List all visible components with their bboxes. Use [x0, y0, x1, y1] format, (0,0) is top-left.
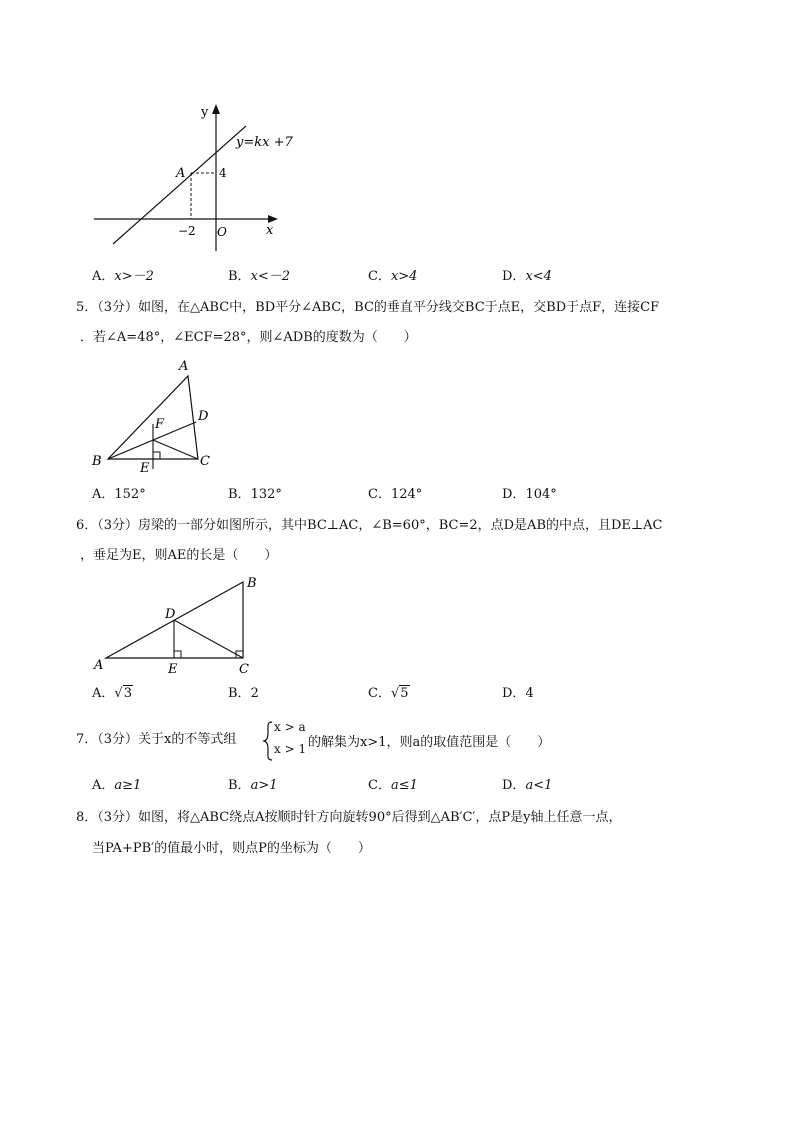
q5-option-b[interactable]: B．132° [228, 487, 282, 502]
q5-option-a[interactable]: A．152° [92, 487, 146, 502]
sqrt-symbol: √3 [114, 686, 132, 701]
q4-label-line: y=kx +7 [236, 135, 293, 150]
q5-segment-bd [108, 422, 196, 459]
q6-option-c[interactable]: C．√5 [368, 686, 409, 701]
q4-label-x: x [266, 223, 274, 238]
q5-right-angle-mark [153, 452, 160, 459]
q6-label-e: E [168, 662, 178, 677]
q4-y-axis-arrow [212, 104, 220, 114]
q7-system-top: x > a [274, 720, 306, 734]
q5-label-a: A [179, 359, 189, 374]
q4-x-axis-arrow [268, 215, 278, 223]
q4-label-y: y [201, 105, 209, 120]
q7-option-c[interactable]: C．a≤1 [368, 778, 418, 793]
q4-label-a: A [176, 166, 186, 181]
q5-option-c[interactable]: C．124° [368, 487, 423, 502]
q7-option-d[interactable]: D．a<1 [502, 778, 553, 793]
q4-option-a[interactable]: A．x>－2 [92, 269, 154, 284]
q7-stem-prefix: 7．（3分）关于x的不等式组 [76, 732, 237, 747]
q6-stem-line2: ，垂足为E，则AE的长是（ ） [80, 548, 278, 563]
q6-segment-dc [174, 620, 243, 658]
q6-beam-figure [88, 572, 268, 678]
q6-option-d[interactable]: D．4 [502, 686, 534, 701]
q5-label-d: D [198, 409, 209, 424]
q7-stem-suffix: 的解集为x>1，则a的取值范围是（ ） [308, 735, 551, 750]
q6-right-angle-e [174, 651, 181, 658]
q4-label-o: O [217, 225, 227, 239]
q6-stem-line1: 6．（3分）房梁的一部分如图所示，其中BC⊥AC，∠B=60°，BC=2，点D是AB的中点，且DE⊥AC [76, 518, 663, 533]
q5-triangle-figure [88, 354, 228, 478]
q4-option-c[interactable]: C．x>4 [368, 269, 418, 284]
q6-label-b: B [247, 576, 257, 591]
q5-label-f: F [155, 417, 165, 432]
q7-option-a[interactable]: A．a≥1 [92, 778, 142, 793]
q8-stem-line2: 当PA+PB′的值最小时，则点P的坐标为（ ） [92, 841, 371, 856]
q5-label-e: E [140, 461, 150, 476]
q5-stem-line1: 5．（3分）如图，在△ABC中，BD平分∠ABC，BC的垂直平分线交BC于点E，交BD于点F，连接CF [76, 300, 660, 315]
q4-option-b[interactable]: B．x<－2 [228, 269, 291, 284]
q5-stem-line2: ．若∠A=48°，∠ECF=28°，则∠ADB的度数为（ ） [80, 330, 417, 345]
q6-option-b[interactable]: B．2 [228, 686, 259, 701]
q4-label-4: 4 [219, 166, 227, 180]
q8-stem-line1: 8．（3分）如图，将△ABC绕点A按顺时针方向旋转90°后得到△AB′C′，点P是y轴上任意一点， [76, 810, 622, 825]
q7-brace-icon [262, 720, 274, 762]
q4-label-neg2: −2 [178, 224, 196, 238]
q6-label-a: A [94, 658, 104, 673]
q6-label-d: D [165, 607, 176, 622]
q7-system-bottom: x > 1 [274, 742, 307, 756]
q5-label-c: C [200, 454, 210, 469]
q6-label-c: C [239, 662, 249, 677]
q5-label-b: B [92, 454, 102, 469]
q5-option-d[interactable]: D．104° [502, 487, 557, 502]
q7-option-b[interactable]: B．a>1 [228, 778, 278, 793]
sqrt-symbol: √5 [390, 686, 409, 701]
q4-option-d[interactable]: D．x<4 [502, 269, 552, 284]
q6-option-a[interactable]: A．√3 [92, 686, 132, 701]
q4-graph-figure [88, 96, 298, 256]
